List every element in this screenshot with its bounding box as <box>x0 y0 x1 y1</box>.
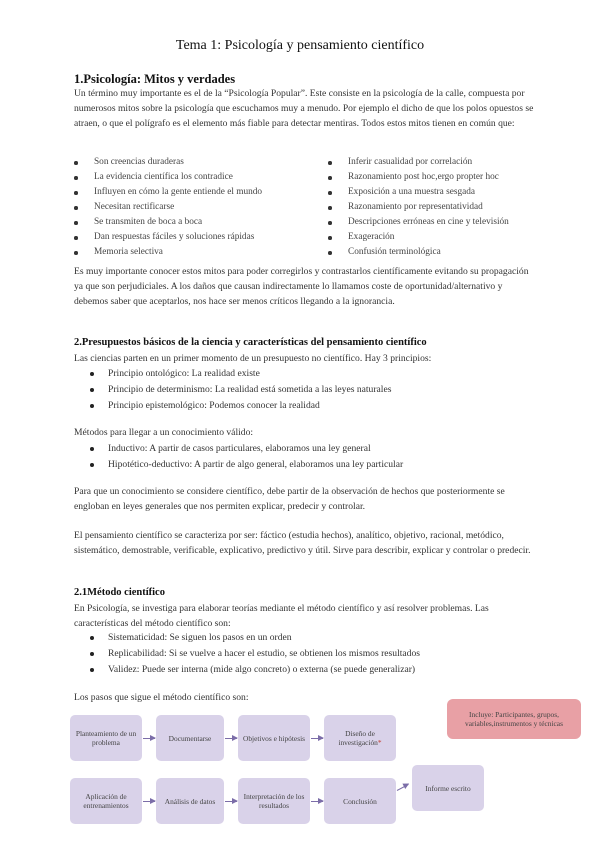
flow-step-problem: Planteamiento de un problema <box>70 715 142 761</box>
flow-arrow <box>311 801 323 802</box>
list-item: Razonamiento post hoc,ergo propter hoc <box>328 170 534 185</box>
flow-arrow <box>225 801 237 802</box>
list-item: Inductivo: A partir de casos particulares, elaboramos una ley general <box>90 441 403 457</box>
list-item: Inferir casualidad por correlación <box>328 155 534 170</box>
flow-arrow <box>397 784 409 791</box>
flow-arrow <box>311 738 323 739</box>
flow-step-design-star: * <box>377 738 382 747</box>
list-item: Influyen en cómo la gente entiende el mundo <box>74 185 328 200</box>
list-item: Razonamiento por representatividad <box>328 200 534 215</box>
flow-step-objectives: Objetivos e hipótesis <box>238 715 310 761</box>
list-item: Exageración <box>328 230 534 245</box>
section-2-1-intro: En Psicología, se investiga para elaborar teorías mediante el método científico y así resolver problemas. Las características del método científico son: <box>74 603 489 629</box>
list-item: Replicabilidad: Si se vuelve a hacer el estudio, se obtienen los mismos resultados <box>90 646 420 662</box>
list-item: Sistematicidad: Se siguen los pasos en un orden <box>90 630 420 646</box>
flow-step-conclusion: Conclusión <box>324 778 396 824</box>
list-item: Principio epistemológico: Podemos conocer la realidad <box>90 398 391 414</box>
section-2-1-heading: 2.1Método científico <box>74 587 165 598</box>
flow-arrow <box>225 738 237 739</box>
principles-list <box>90 366 391 414</box>
flow-step-document: Documentarse <box>156 715 224 761</box>
design-note: Incluye: Participantes, grupos, variables,instrumentos y técnicas <box>447 699 581 739</box>
section-1-intro: Un término muy importante es el de la “Psicología Popular”. Este consiste en la psicología de la calle, compuesta por numerosos mitos sobre la psicología que escuchamos muy a menudo. Por ejemplo el dicho de que los polos opuestos se atraen, o que el polígrafo es el elemento más fiable para detectar mentiras. Todos estos mitos tienen en común que: <box>74 88 534 129</box>
list-item: Necesitan rectificarse <box>74 200 328 215</box>
flow-step-training: Aplicación de entrenamientos <box>70 778 142 824</box>
list-item: La evidencia científica los contradice <box>74 170 328 185</box>
list-item: Son creencias duraderas <box>74 155 328 170</box>
characteristics-list <box>90 630 420 678</box>
list-item: Descripciones erróneas en cine y televisión <box>328 215 534 230</box>
flow-step-design-label: Diseño de investigación <box>338 729 378 747</box>
list-item: Confusión terminológica <box>328 245 534 260</box>
scientific-thinking-paragraph: El pensamiento científico se caracteriza por ser: fáctico (estudia hechos), analítico, objetivo, racional, metódico, sistemático, demostrable, verificable, explicativo, predictivo y útil. Sirve para describir, explicar y controlar o predecir. <box>74 530 531 556</box>
list-item: Principio de determinismo: La realidad está sometida a las leyes naturales <box>90 382 391 398</box>
scientific-knowledge-paragraph: Para que un conocimiento se considere científico, debe partir de la observación de hechos que posteriormente se engloban en leyes generales que nos permiten explicar, predecir y controlar. <box>74 486 505 512</box>
list-item: Memoria selectiva <box>74 245 328 260</box>
list-item: Exposición a una muestra sesgada <box>328 185 534 200</box>
list-item: Principio ontológico: La realidad existe <box>90 366 391 382</box>
flow-step-interpretation: Interpretación de los resultados <box>238 778 310 824</box>
flow-arrow <box>143 801 155 802</box>
flow-step-report: Informe escrito <box>412 765 484 811</box>
section-1-closing: Es muy importante conocer estos mitos para poder corregirlos y contrastarlos científicamente evitando su propagación ya que son perjudiciales. A los daños que causan indirectamente lo llamamos coste de oportunidad/alternativo y debemos saber que aceptarlos, nos hace ser menos críticos llegando a la ignorancia. <box>74 266 529 307</box>
list-item: Dan respuestas fáciles y soluciones rápidas <box>74 230 328 245</box>
section-2-heading: 2.Presupuestos básicos de la ciencia y características del pensamiento científico <box>74 337 427 348</box>
myths-list <box>74 155 534 260</box>
methods-intro: Métodos para llegar a un conocimiento válido: <box>74 427 254 438</box>
list-item: Se transmiten de boca a boca <box>74 215 328 230</box>
steps-intro: Los pasos que sigue el método científico son: <box>74 692 249 703</box>
methods-list <box>90 441 403 473</box>
list-item: Hipotético-deductivo: A partir de algo general, elaboramos una ley particular <box>90 457 403 473</box>
flow-step-design <box>324 715 396 761</box>
document-title: Tema 1: Psicología y pensamiento científico <box>175 38 425 53</box>
section-2-intro: Las ciencias parten en un primer momento de un presupuesto no científico. Hay 3 principios: <box>74 353 432 364</box>
section-1-heading: 1.Psicología: Mitos y verdades <box>74 72 236 86</box>
flow-step-analysis: Análisis de datos <box>156 778 224 824</box>
flow-arrow <box>143 738 155 739</box>
list-item: Validez: Puede ser interna (mide algo concreto) o externa (se puede generalizar) <box>90 662 420 678</box>
